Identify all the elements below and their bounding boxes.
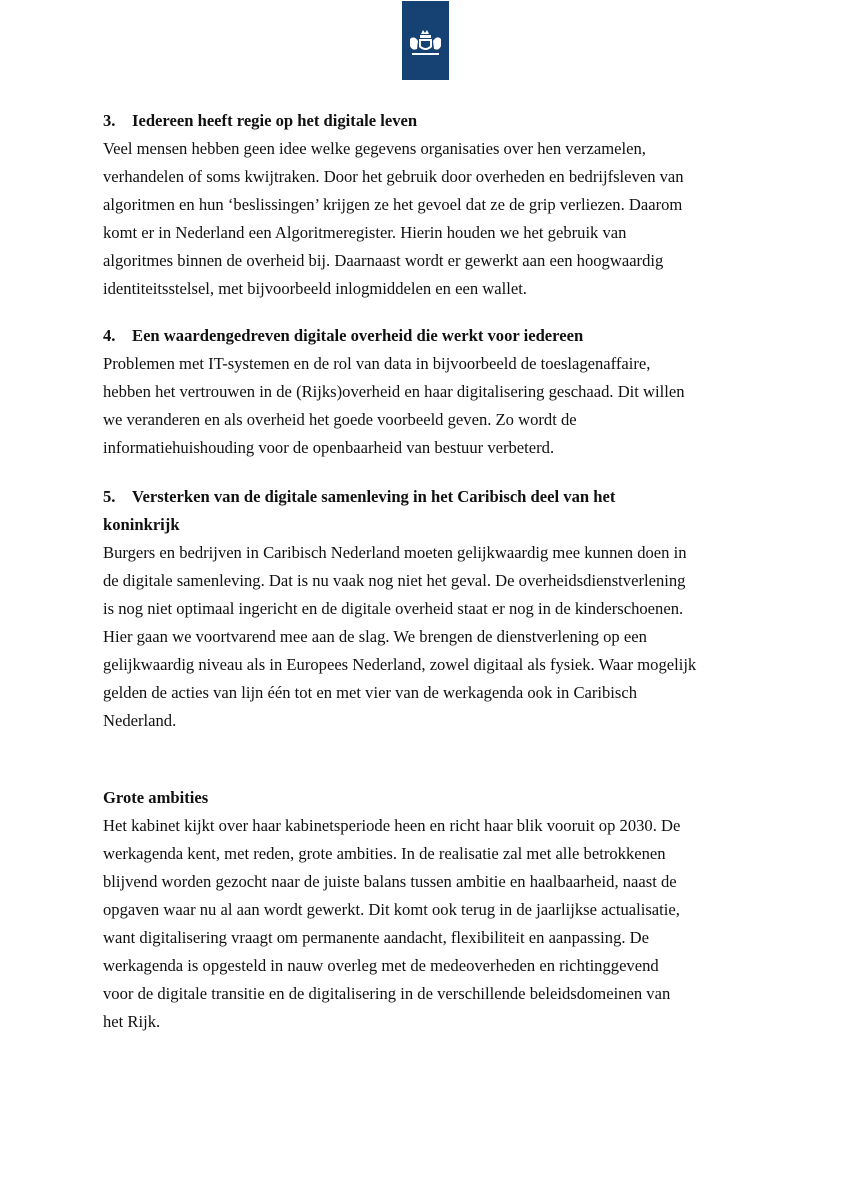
section-4	[103, 322, 685, 462]
paragraph-line: we veranderen en als overheid het goede voorbeeld geven. Zo wordt de	[103, 410, 577, 429]
section-5	[103, 483, 696, 735]
paragraph-line: algoritmes binnen de overheid bij. Daarnaast wordt er gewerkt aan een hoogwaardig	[103, 251, 664, 270]
paragraph-line: informatiehuishouding voor de openbaarheid van bestuur verbeterd.	[103, 438, 555, 457]
paragraph-line: hebben het vertrouwen in de (Rijks)overheid en haar digitalisering geschaad. Dit willen	[103, 382, 685, 401]
paragraph-line: Problemen met IT-systemen en de rol van data in bijvoorbeeld de toeslagenaffaire,	[103, 354, 651, 373]
paragraph-line: is nog niet optimaal ingericht en de digitale overheid staat er nog in de kinderschoenen.	[103, 599, 684, 618]
paragraph-line: het Rijk.	[103, 1012, 161, 1031]
paragraph-line: voor de digitale transitie en de digitalisering in de verschillende beleidsdomeinen van	[103, 984, 671, 1003]
section-heading: Grote ambities	[103, 788, 209, 807]
paragraph-line: Hier gaan we voortvarend mee aan de slag. We brengen de dienstverlening op een	[103, 627, 647, 646]
section-heading: 4. Een waardengedreven digitale overheid die werkt voor iedereen	[103, 326, 584, 345]
paragraph-line: Het kabinet kijkt over haar kabinetsperiode heen en richt haar blik vooruit op 2030. De	[103, 816, 681, 835]
section-grote-ambities	[103, 784, 680, 1036]
paragraph-line: verhandelen of soms kwijtraken. Door het gebruik door overheden en bedrijfsleven van	[103, 167, 684, 186]
paragraph-line: werkagenda is opgesteld in nauw overleg met de medeoverheden en richtinggevend	[103, 956, 659, 975]
paragraph-line: algoritmen en hun ‘beslissingen’ krijgen ze het gevoel dat ze de grip verliezen. Daarom	[103, 195, 683, 214]
section-heading: 3. Iedereen heeft regie op het digitale leven	[103, 111, 418, 130]
coat-of-arms-icon	[402, 1, 449, 80]
paragraph-line: opgaven waar nu al aan wordt gewerkt. Dit komt ook terug in de jaarlijkse actualisatie,	[103, 900, 680, 919]
rijksoverheid-logo	[402, 1, 449, 80]
paragraph-line: Nederland.	[103, 711, 177, 730]
paragraph-line: Burgers en bedrijven in Caribisch Nederland moeten gelijkwaardig mee kunnen doen in	[103, 543, 687, 562]
paragraph-line: gelijkwaardig niveau als in Europees Nederland, zowel digitaal als fysiek. Waar mogelijk	[103, 655, 697, 674]
section-heading-continued: koninkrijk	[103, 515, 180, 534]
paragraph-line: gelden de acties van lijn één tot en met vier van de werkagenda ook in Caribisch	[103, 683, 638, 702]
paragraph-line: de digitale samenleving. Dat is nu vaak nog niet het geval. De overheidsdienstverlening	[103, 571, 686, 590]
paragraph-line: want digitalisering vraagt om permanente aandacht, flexibiliteit en aanpassing. De	[103, 928, 650, 947]
section-heading: 5. Versterken van de digitale samenleving in het Caribisch deel van het	[103, 487, 616, 506]
paragraph-line: identiteitsstelsel, met bijvoorbeeld inlogmiddelen en een wallet.	[103, 279, 527, 298]
paragraph-line: komt er in Nederland een Algoritmeregister. Hierin houden we het gebruik van	[103, 223, 627, 242]
paragraph-line: werkagenda kent, met reden, grote ambities. In de realisatie zal met alle betrokkenen	[103, 844, 666, 863]
paragraph-line: blijvend worden gezocht naar de juiste balans tussen ambitie en haalbaarheid, naast de	[103, 872, 677, 891]
section-3	[103, 107, 684, 303]
paragraph-line: Veel mensen hebben geen idee welke gegevens organisaties over hen verzamelen,	[103, 139, 646, 158]
